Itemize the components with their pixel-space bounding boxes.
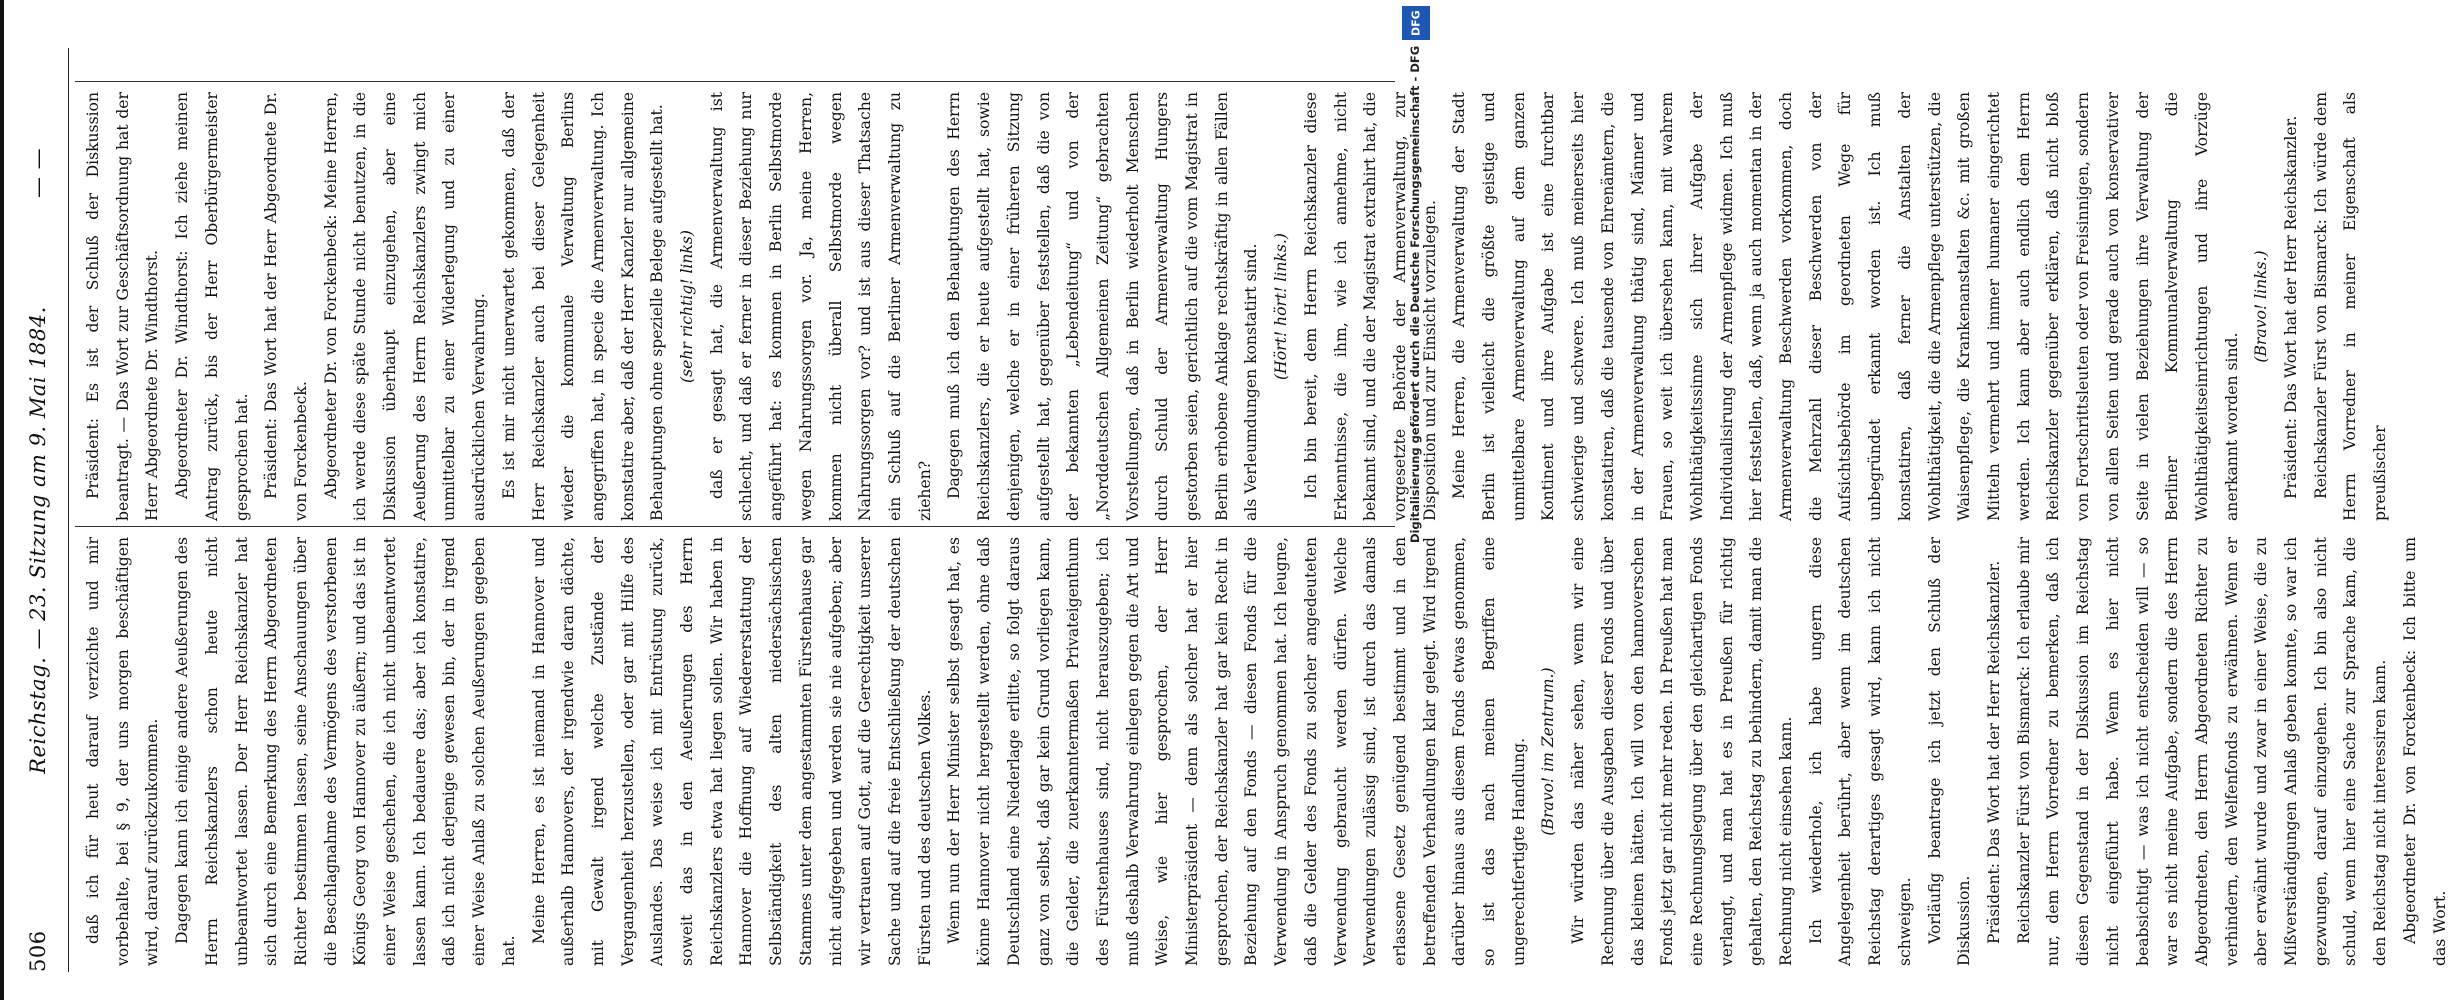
paragraph: Dagegen kann ich einige andere Aeußerungen des Herrn Reichskanzlers schon heute nicht unbeantwortet lassen. Der Herr Reichskanzler hat sich durch eine Bemerkung des Herrn Abgeordneten Richter bestimmen lassen, seine Anschauungen über die Beschlagnahme des Vermögens des verstorbenen Königs Georg von Hannover zu äußern; und das ist in einer Weise geschehen, die ich nicht unbeantwortet lassen kann. Ich bedauere das; aber ich konstatire, daß ich nicht derjenige gewesen bin, der in irgend einer Weise Anlaß zu solchen Aeußerungen gegeben hat. xyxy=(173,537,518,966)
scan-edge xyxy=(0,0,4,1000)
column-rule xyxy=(75,81,1395,82)
paragraph: (Bravo! im Zentrum.) xyxy=(1539,667,1558,836)
paragraph: Präsident: Das Wort hat der Herr Abgeordnete Dr. von Forckenbeck. xyxy=(262,92,310,521)
paragraph: Reichskanzler Fürst von Bismarck: Ich würde dem Herrn Vorredner in meiner Eigenschaft als preußischer xyxy=(2311,92,2390,521)
paragraph: Es ist mir nicht unerwartet gekommen, daß der Herr Reichskanzler auch bei dieser Gelegenheit wieder die kommunale Verwaltung Berlins angegriffen hat, in specie die Armenverwaltung. Ich konstatire aber, daß der Herr Kanzler nur allgemeine Behauptungen ohne spezielle Belege aufgestellt hat. xyxy=(499,92,667,521)
paragraph: Abgeordneter Dr. Windthorst: Ich ziehe meinen Antrag zurück, bis der Herr Oberbürgermeister gesprochen hat. xyxy=(173,92,251,521)
paragraph: Wenn nun der Herr Minister selbst gesagt hat, es könne Hannover nicht hergestellt werden, ohne daß Deutschland eine Niederlage erlitte, so folgt daraus ganz von selbst, daß gar kein Grund vorliegen kann, die Gelder, die zuerkanntermaßen Privateigenthum des Fürstenhauses sind, nicht herauszugeben; ich muß deshalb Verwahrung einlegen gegen die Art und Weise, wie hier gesprochen, der Herr Ministerpräsident — denn als solcher hat er hier gesprochen, der Reichskanzler hat gar kein Recht in Beziehung auf den Fonds — diesen Fonds für die Verwendung in Anspruch genommen hat. Ich leugne, daß die Gelder des Fonds zu solcher angedeuteten Verwendung gebraucht werden dürfen. Welche Verwendungen zulässig sind, ist durch das damals erlassene Gesetz genügend bestimmt und in den betreffenden Verhandlungen klar gelegt. Wird irgend darüber hinaus aus diesem Fonds etwas genommen, so ist das nach meinen Begriffen eine ungerechtfertigte Handlung. xyxy=(945,537,1528,966)
paragraph: Präsident: Das Wort hat der Herr Reichskanzler. xyxy=(2282,115,2301,499)
paragraph: Ich bin bereit, dem Herrn Reichskanzler diese Erkenntnisse, die ihm, wie ich annehme, nicht bekannt sind, und die der Magistrat extrahirt hat, die vorgesetzte Behörde der Armenverwaltung, zur Disposition und zur Einsicht vorzulegen. xyxy=(1301,92,1439,521)
paragraph: Dagegen muß ich den Behauptungen des Herrn Reichskanzlers, die er heute aufgestellt hat, sowie denjenigen, welche er in einer früheren Sitzung aufgestellt hat, gegenüber feststellen, daß die von der bekannten „Lebendeitung“ und von der „Norddeutschen Allgemeinen Zeitung“ gebrachten Vorstellungen, daß in Berlin wiederholt Menschen durch Schuld der Armenverwaltung Hungers gestorben seien, gerichtlich auf die vom Magistrat in Berlin erhobene Anklage rechtskräftig in allen Fällen als Verleumdungen konstatirt sind. xyxy=(945,92,1261,521)
paragraph: Präsident: Das Wort hat der Herr Reichskanzler. xyxy=(1985,560,2003,944)
paragraph: daß ich für heut darauf verzichte und mir vorbehalte, bei § 9, der uns morgen beschäftigen wird, darauf zurückzukommen. xyxy=(84,537,162,966)
paragraph: Meine Herren, die Armenverwaltung der Stadt Berlin ist vielleicht die größte geistige und unmittelbare Armenverwaltung auf dem ganzen Kontinent und ihre Aufgabe ist eine furchtbar schwierige und schwere. Ich muß meinerseits hier konstatiren, daß die tausende von Ehrenämtern, die in der Armenverwaltung thätig sind, Männer und Frauen, so weit ich übersehen kann, mit wahrem Wohlthätigkeitssinne sich ihrer Aufgabe der Individualisirung der Armenpflege widmen. Ich muß hier feststellen, daß, wenn ja auch momentan in der Armenverwaltung Beschwerden vorkommen, doch die Mehrzahl dieser Beschwerden von der Aufsichtsbehörde im geordneten Wege für unbegründet erkannt worden ist. Ich muß konstatiren, daß ferner die Anstalten der Wohlthätigkeit, die die Armenpflege unterstützen, die Waisenpflege, die Krankenanstalten &c. mit großen Mitteln vermehrt und immer humaner eingerichtet werden. Ich kann aber auch endlich dem Herrn Reichskanzler gegenüber erklären, daß nicht bloß von Fortschrittsleuten oder von Freisinnigen, sondern von allen Seiten und gerade auch von konservativer Seite in vielen Beziehungen ihre Verwaltung der Berliner Kommunalverwaltung die Wohlthätigkeitseinrichtungen und ihre Vorzüge anerkannt worden sind. xyxy=(1450,92,2241,521)
page-title: Reichstag. — 23. Sitzung am 9. Mai 1884. xyxy=(26,306,50,774)
left-column xyxy=(75,527,2449,972)
digitization-credit: Digitalisierung gefördert durch die Deutsche Forschungsgemeinschaft - DFG xyxy=(1408,46,1422,544)
paragraph: Meine Herren, es ist niemand in Hannover und außerhalb Hannovers, der irgendwie daran dächte, mit Gewalt irgend welche Zustände der Vergangenheit herzustellen, oder gar mit Hilfe des Auslandes. Das weise ich mit Entrüstung zurück, soweit das in den Aeußerungen des Herrn Reichskanzlers etwa hat liegen sollen. Wir haben in Hannover die Hoffnung auf Wiedererstattung der Selbständigkeit des alten niedersächsischen Stammes unter dem angestammten Fürstenhause gar nicht aufgegeben und werden sie nie aufgeben; aber wir vertrauen auf Gott, auf die Gerechtigkeit unserer Sache und auf die freie Entschließung der deutschen Fürsten und des deutschen Volkes. xyxy=(529,537,934,966)
paragraph: Abgeordneter Dr. von Forckenbeck: Meine Herren, ich werde diese späte Stunde nicht benutzen, in die Diskussion überhaupt einzugehen, aber eine Aeußerung des Herrn Reichskanzlers zwingt mich unmittelbar zu einer Widerlegung und zu einer ausdrücklichen Verwahrung. xyxy=(321,92,489,521)
header-dashes: — — xyxy=(26,147,50,198)
paragraph: Präsident: Es ist der Schluß der Diskussion beantragt. — Das Wort zur Geschäftsordnung hat der Herr Abgeordnete Dr. Windthorst. xyxy=(84,92,162,521)
paragraph: Abgeordneter Dr. von Forckenbeck: Ich bitte um das Wort. xyxy=(2400,537,2449,966)
page-number: 506 xyxy=(26,930,50,972)
paragraph: Vorläufig beantrage ich jetzt den Schluß der Diskussion. xyxy=(1925,537,1974,966)
paragraph: Wir würden das näher sehen, wenn wir eine Rechnung über die Ausgaben dieser Fonds und über das kleinen hätten. Ich will von den hannoverschen Fonds jetzt gar nicht mehr reden. In Preußen hat man eine Rechnungslegung über den gleichartigen Fonds verlangt, und man hat es in Preußen für richtig gehalten, den Reichstag zu behindern, damit man die Rechnung nicht einsehen kann. xyxy=(1569,537,1796,966)
paragraph: daß er gesagt hat, die Armenverwaltung ist schlecht, und daß er ferner in dieser Beziehung nur angeführt hat: es kommen in Berlin Selbstmorde wegen Nahrungssorgen vor. Ja, meine Herren, kommen nicht überall Selbstmorde wegen Nahrungssorgen vor? und ist aus dieser Thatsache ein Schluß auf die Berliner Armenverwaltung zu ziehen? xyxy=(707,92,934,521)
paragraph: (sehr richtig! links) xyxy=(678,230,697,383)
column-rule xyxy=(75,526,1395,527)
page-header xyxy=(26,48,69,972)
dfg-logo: DFG xyxy=(1402,6,1430,40)
paragraph: (Hört! hört! links.) xyxy=(1272,233,1291,380)
paragraph: (Bravo! links.) xyxy=(2252,250,2271,363)
paragraph: Ich wiederhole, ich habe ungern diese Angelegenheit berührt, aber wenn im deutschen Reichstag derartiges gesagt wird, kann ich nicht schweigen. xyxy=(1806,537,1914,966)
paragraph: Reichskanzler Fürst von Bismarck: Ich erlaube mir nur, dem Herrn Vorredner zu bemerken, daß ich diesen Gegenstand in der Diskussion im Reichstag nicht eingeführt habe. Wenn es hier nicht beabsichtigt — was ich nicht entscheiden will — so war es nicht meine Aufgabe, sondern die des Herrn Abgeordneten, den Herrn Abgeordneten Richter zu verhindern, den Welfenfonds zu erwähnen. Wenn er aber erwähnt wurde und zwar in einer Weise, die zu Mißverständigungen Anlaß geben konnte, so war ich gezwungen, darauf einzugehen. Ich bin also nicht schuld, wenn hier eine Sache zur Sprache kam, die den Reichstag nicht interessiren kann. xyxy=(2014,537,2390,966)
